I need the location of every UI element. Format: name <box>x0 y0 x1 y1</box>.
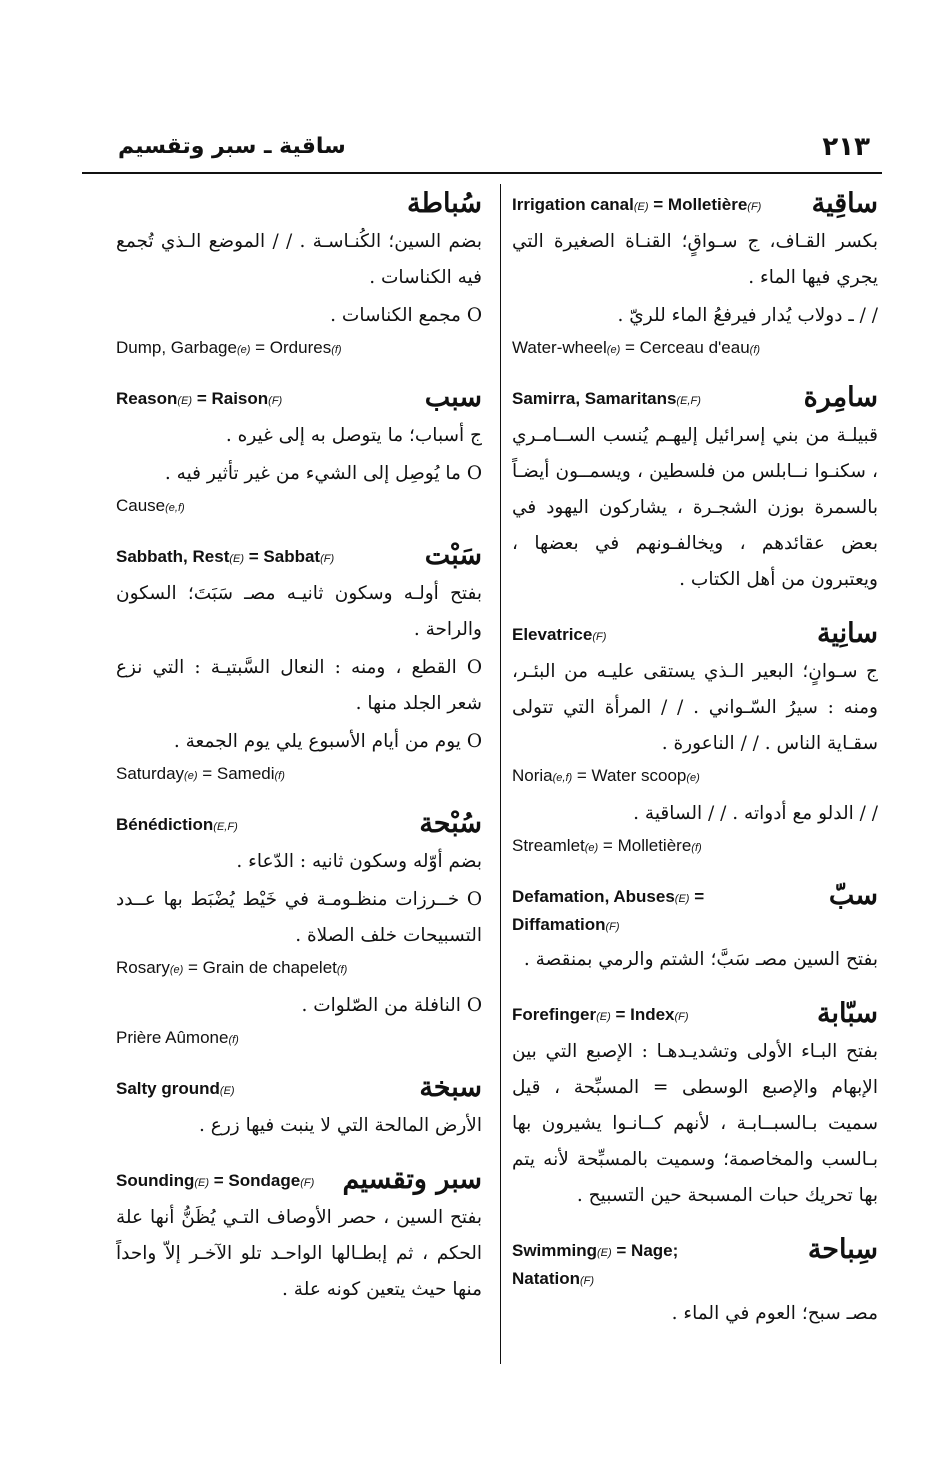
dictionary-entry <box>116 380 482 520</box>
definition <box>512 1034 878 1214</box>
header-rule <box>82 172 882 174</box>
language-tag: (f) <box>749 344 761 356</box>
definition <box>116 844 482 954</box>
french-tag: (F) <box>605 921 620 933</box>
arabic-headword: سانِية <box>817 618 878 649</box>
english-term: Bénédiction <box>116 815 214 834</box>
arabic-headword: سِباحة <box>807 1234 878 1265</box>
definition-line: بكسر القـاف، ج سـواقٍ؛ القنـاة الصغيرة التي يجري فيها الماء . <box>512 231 878 288</box>
translation-text: = Molletière <box>598 836 692 855</box>
english-headword <box>116 380 282 414</box>
definition <box>512 418 878 598</box>
english-term: Sabbath, Rest <box>116 547 230 566</box>
english-term: Irrigation canal <box>512 195 634 214</box>
english-term: Elevatrice <box>512 625 593 644</box>
arabic-headword: سبّابة <box>817 998 878 1029</box>
english-tag: (E) <box>674 893 690 905</box>
language-tag: (f) <box>274 770 285 782</box>
dictionary-entry <box>512 878 878 978</box>
definition <box>116 418 482 492</box>
english-tag: (E) <box>596 1011 611 1023</box>
entry-head <box>116 806 482 842</box>
english-tag: (E,F) <box>676 395 701 407</box>
language-tag: (f) <box>331 344 342 356</box>
translation-line <box>512 834 878 860</box>
french-term: = Raison <box>192 389 269 408</box>
entry-head <box>116 186 482 222</box>
definition-line: ج أسباب؛ ما يتوصل به إلى غيره . <box>225 425 482 446</box>
arabic-headword: سُباطة <box>407 188 482 219</box>
english-headword <box>116 538 334 572</box>
entry-head <box>116 538 482 574</box>
english-headword <box>116 806 238 840</box>
definition-line: O مجمع الكناسات . <box>330 305 482 326</box>
dictionary-entry <box>512 996 878 1214</box>
french-term: = Molletière <box>648 195 748 214</box>
translation-line <box>512 336 878 362</box>
french-term: = Nage; Natation <box>512 1241 679 1288</box>
english-headword <box>512 1232 762 1294</box>
definition <box>512 654 878 762</box>
definition-line: بفتح السين مصـ سَبَّ؛ الشتم والرمي بمنقصة . <box>523 949 878 970</box>
definition-continued <box>116 988 482 1024</box>
dictionary-entry <box>116 538 482 788</box>
translation-text: Noria <box>512 766 553 785</box>
english-term: Samirra, Samaritans <box>512 389 677 408</box>
english-tag: (E,F) <box>213 821 238 833</box>
definition-line: قبيلـة من بني إسرائيل إليهـم يُنسب الســامـري ، سكنـوا نــابلس من فلسطين ، ويسمــون أيضـاً بالسمرة بوزن الشجـرة ، يشاركون اليهود في بعض عقائدهم ، ويخالفـونهم في بعضها ، ويعتبرون من أهل الكتاب . <box>512 425 878 590</box>
french-term: = Diffamation <box>512 887 705 934</box>
english-headword <box>512 878 762 940</box>
english-tag: (E) <box>219 1085 235 1097</box>
english-term: Defamation, Abuses <box>512 887 675 906</box>
definition <box>116 576 482 760</box>
translation-text: Rosary <box>116 958 170 977</box>
translation-text: Saturday <box>116 764 185 783</box>
entry-head <box>512 380 878 416</box>
definition <box>512 942 878 978</box>
entry-head <box>116 380 482 416</box>
language-tag: (e,f) <box>552 772 573 784</box>
translation-text: = Water scoop <box>572 766 687 785</box>
definition <box>512 224 878 334</box>
definition-line: ج سـوانٍ؛ البعير الـذي يستقى عليـه من البئـر، ومنه : سيرُ السّـواني . / / المرأة التي تتولى سقـاية الناس . / / الناعورة . <box>512 661 878 754</box>
translation-text: Prière Aûmone <box>116 1028 229 1047</box>
entry-head <box>512 616 878 652</box>
definition-continued <box>512 796 878 832</box>
english-headword <box>512 380 701 414</box>
french-tag: (F) <box>268 395 283 407</box>
english-tag: (E) <box>194 1177 210 1189</box>
entry-head <box>512 996 878 1032</box>
definition <box>512 1296 878 1332</box>
translation-line <box>116 1026 482 1052</box>
french-tag: (F) <box>320 553 335 565</box>
page-number: ٢١٣ <box>822 132 870 162</box>
definition <box>116 224 482 334</box>
english-tag: (E) <box>229 553 245 565</box>
entry-head <box>116 1162 482 1198</box>
french-tag: (F) <box>747 201 762 213</box>
english-headword <box>512 186 761 220</box>
english-headword <box>512 616 606 650</box>
definition-line: O خــرزات منظـومـة في خَيْط يُضْبَط بها عــدد التسبيحات خلف الصلاة . <box>116 889 482 946</box>
language-tag: (e) <box>686 772 700 784</box>
language-tag: (e) <box>606 344 621 356</box>
english-term: Reason <box>116 389 178 408</box>
left-column <box>116 186 482 1326</box>
english-term: Sounding <box>116 1171 195 1190</box>
translation-line <box>116 956 482 982</box>
translation-text: Cause <box>116 496 166 515</box>
language-tag: (e,f) <box>165 502 185 514</box>
english-headword <box>116 1162 314 1196</box>
english-tag: (E) <box>633 201 649 213</box>
translation-text: Water-wheel <box>512 338 607 357</box>
arabic-headword: سامِرة <box>803 382 878 413</box>
translation-line <box>116 336 482 362</box>
translation-line <box>512 764 878 790</box>
translation-text: = Grain de chapelet <box>183 958 337 977</box>
language-tag: (e) <box>169 964 184 976</box>
french-term: = Index <box>610 1005 675 1024</box>
entry-head <box>512 186 878 222</box>
arabic-headword: سبّ <box>828 880 878 911</box>
english-tag: (F) <box>592 631 607 643</box>
english-headword <box>512 996 689 1030</box>
dictionary-entry <box>512 186 878 362</box>
english-term: Swimming <box>512 1241 598 1260</box>
entry-head <box>512 878 878 940</box>
french-tag: (F) <box>300 1177 315 1189</box>
english-term: Salty ground <box>116 1079 220 1098</box>
right-column <box>512 186 878 1350</box>
dictionary-entry <box>116 1070 482 1144</box>
language-tag: (e) <box>184 770 198 782</box>
dictionary-entry <box>116 1162 482 1308</box>
translation-text: = Cerceau d'eau <box>620 338 750 357</box>
definition-line: O النافلة من الصّلوات . <box>301 995 482 1016</box>
page-header <box>82 128 882 168</box>
definition-line: الأرض المالحة التي لا ينبت فيها زرع . <box>199 1115 482 1136</box>
translation-text: Streamlet <box>512 836 585 855</box>
arabic-headword: ساقِية <box>811 188 878 219</box>
definition-line: بفتح السين ، حصر الأوصاف التـي يُظَنُّ أنها علة الحكم ، ثم إبطـالها الواحـد تلو الآخـر إلاّ واحداً منها حيث يتعين كونه علة . <box>116 1207 482 1300</box>
translation-text: Dump, Garbage <box>116 338 237 357</box>
definition-line: بضم أوّله وسكون ثانيه : الدّعاء . <box>236 851 482 872</box>
translation-line <box>116 494 482 520</box>
dictionary-entry <box>116 806 482 1052</box>
definition-line: بفتح البـاء الأولى وتشديـدهـا : الإصبع التي بين الإبهام والإصبع الوسطى = المسبِّحة ، قيل سميت بـالسبــابـة ، لأنهم كــانـوا يشيرون بها بـالسب والمخاصمة؛ وسميت بالمسبِّحة لأنه يتم بها تحريك حبات المسبحة حين التسبيح . <box>512 1041 878 1206</box>
definition-line: مصـ سبح؛ العوم في الماء . <box>671 1303 878 1324</box>
french-term: = Sondage <box>209 1171 301 1190</box>
english-tag: (E) <box>597 1247 612 1259</box>
running-title: ساقية ـ سبر وتقسيم <box>118 134 346 159</box>
entry-head <box>512 1232 878 1294</box>
definition <box>116 1200 482 1308</box>
arabic-headword: سبخة <box>419 1072 482 1103</box>
definition <box>116 1108 482 1144</box>
definition-line: O القطع ، ومنه : النعال السَّبتيـة : التي نزع شعر الجلد منها . <box>116 657 482 714</box>
translation-text: = Samedi <box>197 764 275 783</box>
language-tag: (e) <box>236 344 251 356</box>
french-term: = Sabbat <box>244 547 321 566</box>
definition-line: بضم السين؛ الكُنـاسـة . / / الموضع الـذي تُجمع فيه الكناسات . <box>116 231 482 288</box>
definition-line: / / ـ دولاب يُدار فيرفعُ الماء للريّ . <box>617 305 878 326</box>
column-divider <box>500 184 501 1364</box>
french-tag: (F) <box>674 1011 689 1023</box>
english-term: Forefinger <box>512 1005 597 1024</box>
definition-line: O ما يُوصِل إلى الشيء من غير تأثير فيه . <box>164 463 482 484</box>
definition-line: / / الدلو مع أدواته . / / الساقية . <box>633 803 878 824</box>
language-tag: (f) <box>228 1034 239 1046</box>
language-tag: (e) <box>584 842 599 854</box>
english-headword <box>116 1070 235 1104</box>
dictionary-entry <box>512 380 878 598</box>
french-tag: (F) <box>580 1275 595 1287</box>
english-tag: (E) <box>177 395 193 407</box>
translation-line <box>116 762 482 788</box>
definition-line: بفتح أولـه وسكون ثانيـه مصـ سَبَتَ؛ السكون والراحة . <box>116 583 482 640</box>
entry-head <box>116 1070 482 1106</box>
dictionary-entry <box>512 616 878 860</box>
arabic-headword: سبب <box>424 382 482 413</box>
translation-text: = Ordures <box>250 338 332 357</box>
language-tag: (f) <box>691 842 702 854</box>
language-tag: (f) <box>336 964 348 976</box>
arabic-headword: سُبْحة <box>419 808 482 839</box>
definition-line: O يوم من أيام الأسبوع يلي يوم الجمعة . <box>173 731 482 752</box>
dictionary-entry <box>116 186 482 362</box>
arabic-headword: سَبْت <box>424 540 482 571</box>
arabic-headword: سبر وتقسيم <box>342 1164 482 1195</box>
dictionary-entry <box>512 1232 878 1332</box>
